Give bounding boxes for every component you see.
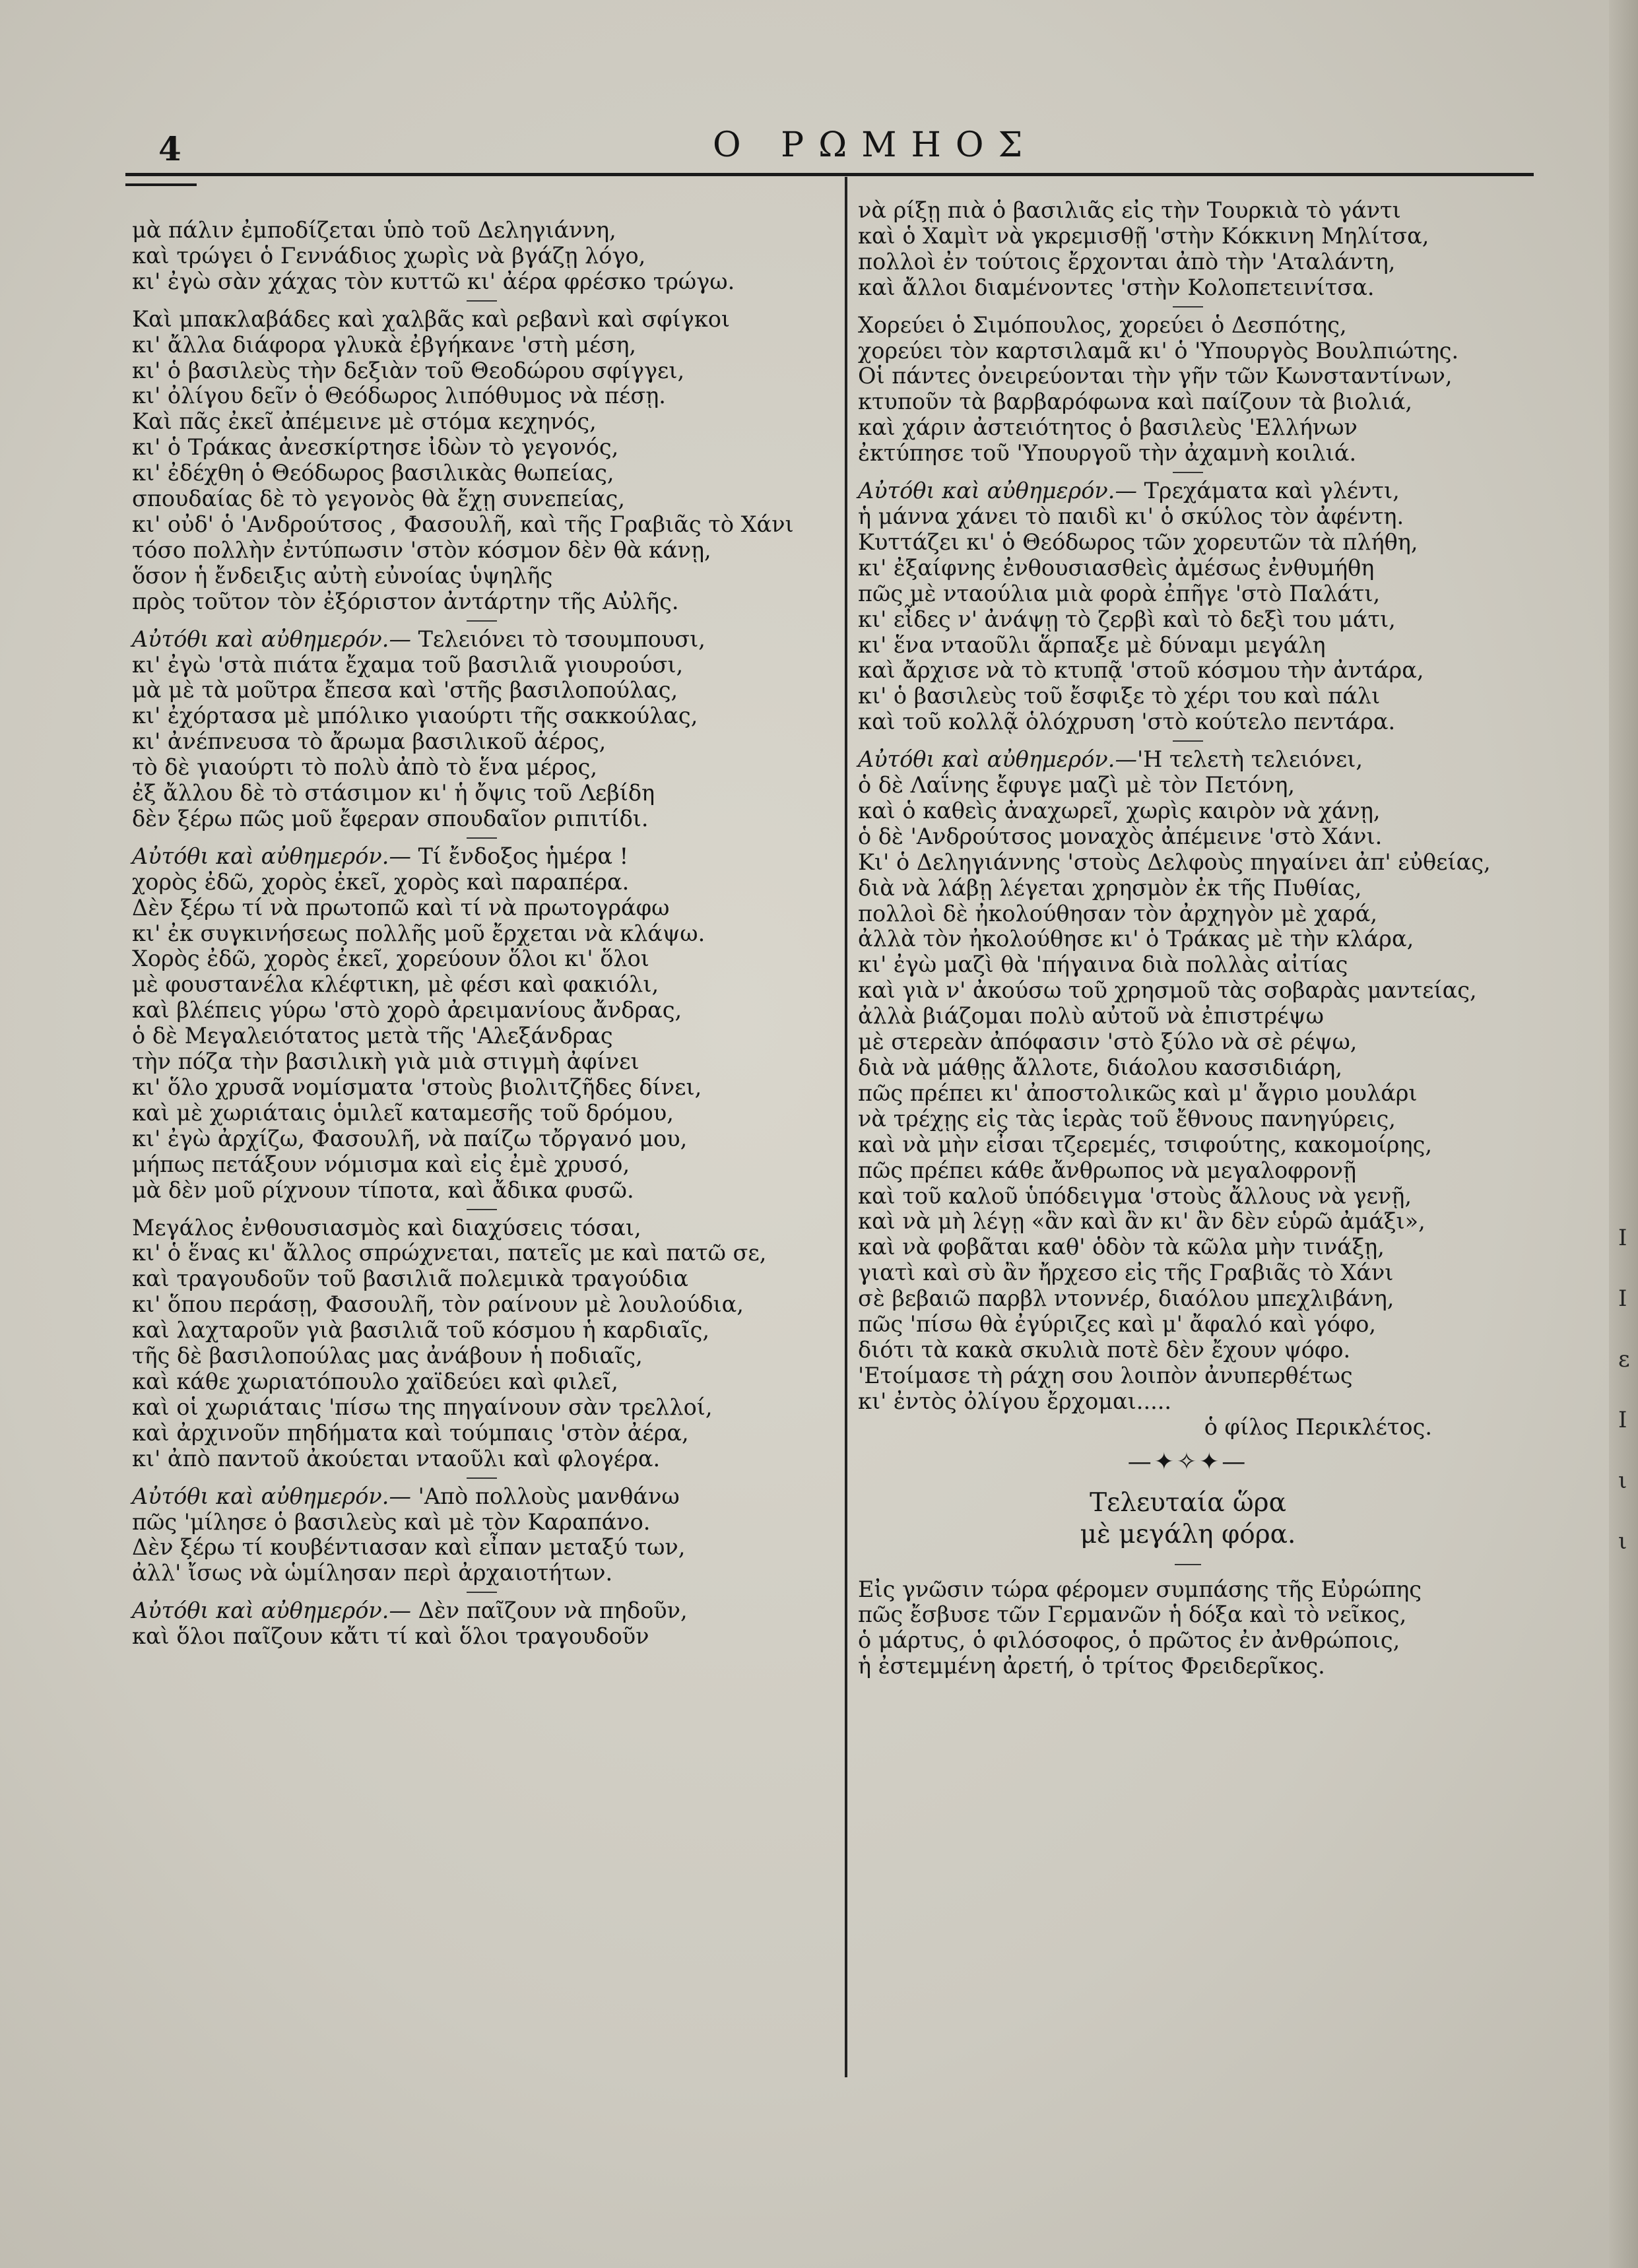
line-text: καὶ γιὰ ν' ἀκούσω τοῦ χρησμοῦ τὰς σοβαρὰς μαντείας, xyxy=(858,977,1477,1004)
text-line: πῶς ἔσβυσε τῶν Γερμανῶν ἡ δόξα καὶ τὸ νεῖκος, xyxy=(858,1602,1407,1628)
line-text: κι' ἀνέπνευσα τὸ ἄρωμα βασιλικοῦ ἀέρος, xyxy=(132,729,606,755)
dateline-lead: Αὐτόθι καὶ αὐθημερόν.— xyxy=(132,1598,411,1624)
header-rule xyxy=(125,173,1534,176)
text-line xyxy=(132,218,832,243)
masthead-title: Ο ΡΩΜΗΟΣ xyxy=(713,125,1037,165)
line-text: διότι τὰ κακὰ σκυλιὰ ποτὲ δὲν ἔχουν ψόφο. xyxy=(858,1336,1351,1363)
text-line xyxy=(132,1484,832,1510)
line-text: κι' ἐχόρτασα μὲ μπόλικο γιαούρτι τῆς σακκούλας, xyxy=(132,703,698,729)
line-text: κι' ἐγὼ μαζὶ θὰ 'πήγαινα διὰ πολλὰς αἰτίας xyxy=(858,952,1348,978)
line-text: Δὲν ξέρω τί κουβέντιασαν καὶ εἶπαν μεταξύ των, xyxy=(132,1534,686,1561)
line-text: καὶ χάριν ἀστειότητος ὁ βασιλεὺς 'Ελλήνων xyxy=(858,414,1358,441)
right-column xyxy=(858,198,1518,1679)
text-line xyxy=(132,1510,832,1536)
line-text: δὲν ξέρω πῶς μοῦ ἔφεραν σπουδαῖον ριπιτίδι. xyxy=(132,805,649,831)
text-line xyxy=(132,781,832,806)
line-text: κι' ἐκ συγκινήσεως πολλῆς μοῦ ἔρχεται νὰ κλάψω. xyxy=(132,920,705,946)
text-line xyxy=(132,243,832,269)
text-line xyxy=(132,1215,832,1241)
text-line xyxy=(132,269,832,295)
text-line xyxy=(858,198,1518,224)
line-text: κι' ὅλο χρυσᾶ νομίσματα 'στοὺς βιολιτζῆδες δίνει, xyxy=(132,1074,702,1100)
line-text: κι' ὁ βασιλεὺς τὴν δεξιὰν τοῦ Θεοδώρου σφίγγει, xyxy=(132,357,685,383)
text-line xyxy=(132,383,832,409)
text-line xyxy=(132,1178,832,1204)
text-line xyxy=(858,1209,1518,1235)
text-line xyxy=(858,441,1518,467)
line-text: καὶ ὁ καθεὶς ἀναχωρεῖ, χωρὶς καιρὸν νὰ χάνῃ, xyxy=(858,797,1381,824)
text-line xyxy=(132,589,832,615)
line-text: ἐκτύπησε τοῦ 'Υπουργοῦ τὴν ἀχαμνὴ κοιλιά. xyxy=(858,440,1357,467)
section-separator xyxy=(132,295,832,307)
line-text: τόσο πολλὴν ἐντύπωσιν 'στὸν κόσμον δὲν θὰ κάνῃ, xyxy=(132,536,711,563)
page-number: 4 xyxy=(158,129,181,168)
line-text: νὰ τρέχῃς εἰς τὰς ἱερὰς τοῦ ἔθνους πανηγύρεις, xyxy=(858,1105,1396,1132)
text-line xyxy=(132,1101,832,1126)
header-rule-short xyxy=(125,183,197,186)
ornament-divider: —✦✧✦— xyxy=(1127,1448,1249,1475)
text-line xyxy=(858,504,1518,530)
line-text: κι' εἶδες ν' ἀνάψῃ τὸ ζερβὶ καὶ τὸ δεξὶ του μάτι, xyxy=(858,606,1396,632)
line-text: μὲ στερεὰν ἀπόφασιν 'στὸ ξύλο νὰ σὲ ρέψω, xyxy=(858,1029,1358,1055)
line-text: καὶ οἱ χωριάταις 'πίσω της πηγαίνουν σὰν τρελλοί, xyxy=(132,1394,713,1420)
section-separator xyxy=(132,1586,832,1598)
line-text: κι' ἐγὼ ἀρχίζω, Φασουλῆ, νὰ παίζω τὄργανό μου, xyxy=(132,1125,688,1151)
line-text: γιατὶ καὶ σὺ ἂν ἤρχεσο εἰς τῆς Γραβιᾶς τὸ Χάνι xyxy=(858,1260,1394,1286)
line-text: πῶς πρέπει κάθε ἄνθρωπος νὰ μεγαλοφρονῇ xyxy=(858,1157,1357,1183)
line-text: καὶ τοῦ κολλᾷ ὁλόχρυση 'στὸ κούτελο πεντάρα. xyxy=(858,709,1396,735)
section-separator xyxy=(132,1472,832,1484)
text-line xyxy=(858,658,1518,684)
text-line xyxy=(132,895,832,921)
text-line xyxy=(132,1075,832,1101)
text-line xyxy=(858,1338,1518,1363)
text-line xyxy=(132,435,832,461)
line-text: χορεύει τὸν καρτσιλαμᾶ κι' ὁ 'Υπουργὸς Βουλπιώτης. xyxy=(858,337,1459,364)
line-text: μὰ δὲν μοῦ ρίχνουν τίποτα, καὶ ἄδικα φυσῶ. xyxy=(132,1177,634,1203)
text-line xyxy=(858,478,1518,504)
line-text: Κυττάζει κι' ὁ Θεόδωρος τῶν χορευτῶν τὰ πλήθη, xyxy=(858,529,1418,555)
line-text: ἡ μάννα χάνει τὸ παιδὶ κι' ὁ σκύλος τὸν ἀφέντη. xyxy=(858,503,1404,529)
text-line xyxy=(132,461,832,486)
section-separator xyxy=(132,615,832,627)
line-text: ὁ δὲ Μεγαλειότατος μετὰ τῆς 'Αλεξάνδρας xyxy=(132,1023,613,1049)
line-text: πῶς μὲ νταούλια μιὰ φορὰ ἐπῆγε 'στὸ Παλάτι, xyxy=(858,580,1381,606)
text-line xyxy=(858,709,1518,735)
text-line xyxy=(858,1363,1518,1389)
headline-separator xyxy=(858,1551,1518,1577)
text-line xyxy=(132,1624,832,1650)
text-line xyxy=(858,415,1518,441)
line-text: πολλοὶ ἐν τούτοις ἔρχονται ἀπὸ τὴν 'Αταλάντη, xyxy=(858,248,1396,275)
text-line xyxy=(858,1184,1518,1210)
line-text: Οἱ πάντες ὀνειρεύονται τὴν γῆν τῶν Κωνσταντίνων, xyxy=(858,363,1453,389)
text-line: ὁ μάρτυς, ὁ φιλόσοφος, ὁ πρῶτος ἐν ἀνθρώποις, xyxy=(858,1627,1400,1654)
text-line xyxy=(858,1235,1518,1260)
line-text: διὰ νὰ μάθῃς ἄλλοτε, διάολου κασσιδιάρη, xyxy=(858,1054,1342,1080)
text-line xyxy=(858,1260,1518,1286)
line-text: καὶ τρώγει ὁ Γεννάδιος χωρὶς νὰ βγάζῃ λόγο, xyxy=(132,242,646,269)
line-text: ἀλλὰ τὸν ἠκολούθησε κι' ὁ Τράκας μὲ τὴν κλάρα, xyxy=(858,926,1414,952)
text-line xyxy=(132,1266,832,1292)
line-text: μὰ πάλιν ἐμποδίζεται ὑπὸ τοῦ Δεληγιάννη, xyxy=(132,217,616,243)
text-line xyxy=(132,1023,832,1049)
text-line xyxy=(132,307,832,333)
line-text: ἀλλὰ βιάζομαι πολὺ αὐτοῦ νὰ ἐπιστρέψω xyxy=(858,1003,1324,1029)
text-line xyxy=(132,998,832,1023)
line-text: κι' ὅπου περάσῃ, Φασουλῆ, τὸν ραίνουν μὲ λουλούδια, xyxy=(132,1291,744,1318)
line-text: καὶ ἄλλοι διαμένοντες 'στὴν Κολοπετεινίτσα. xyxy=(858,274,1375,300)
line-text: 'Απὸ πολλοὺς μανθάνω xyxy=(410,1483,680,1509)
text-line xyxy=(858,798,1518,824)
text-line xyxy=(132,1598,832,1624)
line-text: μήπως πετάξουν νόμισμα καὶ εἰς ἐμὲ χρυσό, xyxy=(132,1151,630,1177)
edge-mark: Ι xyxy=(1618,1407,1627,1433)
text-line xyxy=(132,512,832,538)
line-text: καὶ λαχταροῦν γιὰ βασιλιᾶ τοῦ κόσμου ἡ καρδιαῖς, xyxy=(132,1317,710,1344)
line-text: πολλοὶ δὲ ἠκολούθησαν τὸν ἀρχηγὸν μὲ χαρά, xyxy=(858,900,1377,926)
line-text: κι' ὁ ἕνας κι' ἄλλος σπρώχνεται, πατεῖς με καὶ πατῶ σε, xyxy=(132,1240,767,1266)
text-line xyxy=(858,1107,1518,1132)
line-text: κι' ἐδέχθη ὁ Θεόδωρος βασιλικὰς θωπείας, xyxy=(132,460,614,486)
text-line xyxy=(132,333,832,358)
text-line xyxy=(132,1561,832,1586)
line-text: Χορὸς ἐδῶ, χορὸς ἐκεῖ, χορεύουν ὅλοι κι' ὅλοι xyxy=(132,946,649,972)
line-text: κι' ὁ βασιλεὺς τοῦ ἔσφιξε τὸ χέρι του καὶ πάλι xyxy=(858,683,1381,709)
dateline-lead: Αὐτόθι καὶ αὐθημερόν.— xyxy=(132,843,411,869)
text-line xyxy=(132,486,832,512)
dateline-lead: Αὐτόθι καὶ αὐθημερόν.— xyxy=(858,746,1137,773)
dateline-lead: Αὐτόθι καὶ αὐθημερόν.— xyxy=(858,478,1137,504)
text-line xyxy=(132,703,832,729)
text-line xyxy=(132,564,832,589)
text-line xyxy=(132,653,832,678)
text-line xyxy=(132,1395,832,1421)
text-line: Εἰς γνῶσιν τώρα φέρομεν συμπάσης τῆς Εὐρώπης xyxy=(858,1576,1422,1602)
text-line xyxy=(858,850,1518,876)
line-text: κτυποῦν τὰ βαρβαρόφωνα καὶ παίζουν τὰ βιολιά, xyxy=(858,389,1413,415)
text-line xyxy=(858,1081,1518,1107)
dateline-lead: Αὐτόθι καὶ αὐθημερόν.— xyxy=(132,1483,411,1509)
text-line xyxy=(858,224,1518,249)
text-line xyxy=(132,1535,832,1561)
line-text: κι' ἕνα νταοῦλι ἅρπαξε μὲ δύναμι μεγάλη xyxy=(858,632,1326,658)
text-line xyxy=(858,1312,1518,1338)
line-text: τὴν πόζα τὴν βασιλικὴ γιὰ μιὰ στιγμὴ ἀφίνει xyxy=(132,1049,639,1075)
line-text: Χορεύει ὁ Σιμόπουλος, χορεύει ὁ Δεσπότης, xyxy=(858,311,1347,338)
line-text: καὶ ἄρχισε νὰ τὸ κτυπᾷ 'στοῦ κόσμου τὴν ἀντάρα, xyxy=(858,657,1424,684)
line-text: Δὲν παῖζουν νὰ πηδοῦν, xyxy=(410,1598,688,1624)
line-text: καὶ βλέπεις γύρω 'στὸ χορὸ ἀρειμανίους ἄνδρας, xyxy=(132,997,682,1023)
text-line xyxy=(858,901,1518,927)
text-line xyxy=(132,755,832,781)
text-line xyxy=(858,633,1518,659)
line-text: Τελειόνει τὸ τσουμπουσι, xyxy=(410,626,705,652)
section-separator xyxy=(132,1204,832,1215)
text-line xyxy=(132,972,832,998)
line-text: χορὸς ἐδῶ, χορὸς ἐκεῖ, χορὸς καὶ παραπέρα. xyxy=(132,868,630,895)
line-text: καὶ ὁ Χαμὶτ νὰ γκρεμισθῇ 'στὴν Κόκκινη Μηλίτσα, xyxy=(858,222,1429,249)
line-text: Τί ἔνδοξος ἡμέρα ! xyxy=(410,843,629,869)
line-text: πῶς 'πίσω θὰ ἐγύριζες καὶ μ' ἄφαλό καὶ γόφο, xyxy=(858,1311,1377,1338)
text-line xyxy=(132,946,832,972)
edge-mark: ι xyxy=(1618,1528,1627,1555)
line-text: καὶ τοῦ καλοῦ ὑπόδειγμα 'στοὺς ἄλλους νὰ γενῇ, xyxy=(858,1183,1412,1209)
section-separator xyxy=(858,301,1518,313)
line-text: καὶ νὰ φοβᾶται καθ' ὁδὸν τὰ κῶλα μὴν τινάξῃ, xyxy=(858,1234,1385,1260)
text-line xyxy=(858,581,1518,607)
line-text: καὶ ὅλοι παῖζουν κἄτι τί καὶ ὅλοι τραγουδοῦν xyxy=(132,1623,649,1650)
text-line xyxy=(858,389,1518,415)
text-line xyxy=(858,1389,1518,1415)
line-text: καὶ κάθε χωριατόπουλο χαϊδεύει καὶ φιλεῖ, xyxy=(132,1368,618,1394)
text-line xyxy=(858,530,1518,556)
line-text: σπουδαίας δὲ τὸ γεγονὸς θὰ ἔχῃ συνεπείας, xyxy=(132,486,625,512)
text-line xyxy=(858,824,1518,850)
text-line xyxy=(858,313,1518,339)
line-text: κι' ἀπὸ παντοῦ ἀκούεται νταοῦλι καὶ φλογέρα. xyxy=(132,1445,661,1472)
line-text: διὰ νὰ λάβῃ λέγεται χρησμὸν ἐκ τῆς Πυθίας, xyxy=(858,874,1362,901)
text-line xyxy=(132,1318,832,1344)
text-line xyxy=(858,556,1518,581)
line-text: Καὶ πᾶς ἐκεῖ ἀπέμεινε μὲ στόμα κεχηνός, xyxy=(132,408,597,435)
text-line xyxy=(858,1132,1518,1158)
line-text: κι' ἐγὼ 'στὰ πιάτα ἔχαμα τοῦ βασιλιᾶ γιουρούσι, xyxy=(132,651,684,678)
text-line xyxy=(858,747,1518,773)
line-text: σὲ βεβαιῶ παρβλ ντοννέρ, διαόλου μπεχλιβάνη, xyxy=(858,1285,1394,1312)
text-line xyxy=(132,1344,832,1369)
line-text: πῶς πρέπει κι' ἀποστολικῶς καὶ μ' ἄγριο μουλάρι xyxy=(858,1080,1418,1106)
text-line xyxy=(132,1126,832,1152)
text-line xyxy=(858,1029,1518,1055)
line-text: μὰ μὲ τὰ μοῦτρα ἔπεσα καὶ 'στῆς βασιλοπούλας, xyxy=(132,677,678,703)
line-text: ἐξ ἄλλου δὲ τὸ στάσιμον κι' ἡ ὄψις τοῦ Λεβίδη xyxy=(132,780,655,806)
text-line xyxy=(132,844,832,870)
text-line xyxy=(858,275,1518,301)
line-text: κι' ἐξαίφνης ἐνθουσιασθεὶς ἀμέσως ἐνθυμήθη xyxy=(858,554,1375,581)
line-text: πῶς 'μίλησε ὁ βασιλεὺς καὶ μὲ τὸν Καραπάνο. xyxy=(132,1508,651,1535)
right-column-blocks xyxy=(858,198,1518,1415)
line-text: καὶ μὲ χωριάταις ὁμιλεῖ καταμεσῆς τοῦ δρόμου, xyxy=(132,1099,674,1126)
line-text: ὅσον ἡ ἔνδειξις αὐτὴ εὐνοίας ὑψηλῆς xyxy=(132,562,553,589)
section-separator xyxy=(858,467,1518,478)
dateline-lead: Αὐτόθι καὶ αὐθημερόν.— xyxy=(132,626,411,652)
line-text: Μεγάλος ἐνθουσιασμὸς καὶ διαχύσεις τόσαι, xyxy=(132,1214,641,1241)
text-line xyxy=(132,1241,832,1266)
line-text: τὸ δὲ γιαούρτι τὸ πολὺ ἀπὸ τὸ ἕνα μέρος, xyxy=(132,754,598,781)
text-line xyxy=(132,1446,832,1472)
headline-line: μὲ μεγάλη φόρα. xyxy=(1080,1519,1296,1549)
text-line xyxy=(858,1055,1518,1081)
section-separator xyxy=(132,832,832,844)
text-line xyxy=(858,952,1518,978)
line-text: τῆς δὲ βασιλοπούλας μας ἀνάβουν ἡ ποδιαῖς, xyxy=(132,1343,643,1369)
line-text: μὲ φουστανέλα κλέφτικη, μὲ φέσι καὶ φακιόλι, xyxy=(132,971,659,998)
line-text: Τρεχάματα καὶ γλέντι, xyxy=(1136,478,1400,504)
line-text: καὶ ἀρχινοῦν πηδήματα καὶ τούμπαις 'στὸν ἀέρα, xyxy=(132,1419,689,1446)
line-text: Κι' ὁ Δεληγιάννης 'στοὺς Δελφοὺς πηγαίνει ἀπ' εὐθείας, xyxy=(858,849,1491,875)
line-text: νὰ ρίξῃ πιὰ ὁ βασιλιᾶς εἰς τὴν Τουρκιὰ τὸ γάντι xyxy=(858,197,1401,223)
line-text: πρὸς τοῦτον τὸν ἐξόριστον ἀντάρτην τῆς Αὐλῆς. xyxy=(132,588,679,614)
text-line xyxy=(132,1152,832,1178)
text-line xyxy=(132,1049,832,1075)
text-line xyxy=(132,806,832,832)
line-text: 'Ετοίμασε τὴ ράχη σου λοιπὸν ἀνυπερθέτως xyxy=(858,1362,1353,1388)
signature: ὁ φίλος Περικλέτος. xyxy=(1204,1413,1432,1440)
text-line xyxy=(132,627,832,653)
edge-mark: ι xyxy=(1618,1468,1627,1494)
line-text: κι' ὁ Τράκας ἀνεσκίρτησε ἰδὼν τὸ γεγονός, xyxy=(132,434,619,461)
text-line xyxy=(858,607,1518,633)
adjacent-page-edge xyxy=(1609,0,1638,2268)
line-text: Καὶ μπακλαβάδες καὶ χαλβᾶς καὶ ρεβανὶ καὶ σφίγκοι xyxy=(132,306,731,332)
text-line xyxy=(858,339,1518,364)
text-line: ἡ ἐστεμμένη ἀρετή, ὁ τρίτος Φρειδερῖκος. xyxy=(858,1653,1325,1679)
text-line xyxy=(858,364,1518,389)
text-line xyxy=(132,921,832,947)
text-line xyxy=(858,1158,1518,1184)
text-line xyxy=(132,729,832,755)
line-text: κι' ἐγὼ σὰν χάχας τὸν κυττῶ κι' ἀέρα φρέσκο τρώγω. xyxy=(132,268,735,294)
edge-marks xyxy=(1618,1208,1630,1572)
text-line xyxy=(132,1421,832,1446)
line-text: κι' ἄλλα διάφορα γλυκὰ ἐβγήκανε 'στὴ μέση, xyxy=(132,331,637,358)
headline-line: Τελευταία ὥρα xyxy=(1090,1487,1286,1518)
left-column xyxy=(132,218,832,1650)
section-separator xyxy=(858,735,1518,747)
line-text: Δὲν ξέρω τί νὰ πρωτοπῶ καὶ τί νὰ πρωτογράφω xyxy=(132,894,670,921)
column-divider xyxy=(845,177,847,2077)
line-text: ὁ δὲ Λαΐνης ἔφυγε μαζὶ μὲ τὸν Πετόνη, xyxy=(858,772,1295,798)
text-line xyxy=(132,538,832,564)
line-text: καὶ τραγουδοῦν τοῦ βασιλιᾶ πολεμικὰ τραγούδια xyxy=(132,1266,689,1292)
line-text: κι' ὀλίγου δεῖν ὁ Θεόδωρος λιπόθυμος νὰ πέσῃ. xyxy=(132,383,666,409)
edge-mark: ε xyxy=(1618,1346,1630,1373)
text-line xyxy=(858,773,1518,798)
line-text: κι' οὐδ' ὁ 'Ανδρούτσος , Φασουλῆ, καὶ τῆς Γραβιᾶς τὸ Χάνι xyxy=(132,511,794,537)
text-line xyxy=(858,876,1518,901)
edge-mark: Ι xyxy=(1618,1285,1627,1312)
text-line xyxy=(858,684,1518,709)
edge-mark: Ι xyxy=(1618,1225,1627,1251)
text-line xyxy=(132,870,832,895)
text-line xyxy=(132,358,832,384)
text-line xyxy=(132,1369,832,1395)
line-text: καὶ νὰ μὴν εἶσαι τζερεμές, τσιφούτης, κακομοίρης, xyxy=(858,1131,1432,1157)
line-text: ὁ δὲ 'Ανδρούτσος μοναχὸς ἀπέμεινε 'στὸ Χάνι. xyxy=(858,823,1383,849)
text-line xyxy=(858,1286,1518,1312)
text-line xyxy=(132,409,832,435)
text-line xyxy=(858,1004,1518,1029)
line-text: κι' ἐντὸς ὀλίγου ἔρχομαι..... xyxy=(858,1388,1172,1414)
text-line xyxy=(132,678,832,703)
text-line xyxy=(858,926,1518,952)
line-text: ἀλλ' ἴσως νὰ ὡμίλησαν περὶ ἀρχαιοτήτων. xyxy=(132,1560,613,1586)
text-line xyxy=(858,978,1518,1004)
text-line xyxy=(132,1292,832,1318)
text-line xyxy=(858,249,1518,275)
line-text: 'Η τελετὴ τελειόνει, xyxy=(1136,746,1363,773)
line-text: καὶ νὰ μὴ λέγῃ «ἂν καὶ ἂν κι' ἂν δὲν εὑρῶ ἀμάξι», xyxy=(858,1208,1425,1235)
